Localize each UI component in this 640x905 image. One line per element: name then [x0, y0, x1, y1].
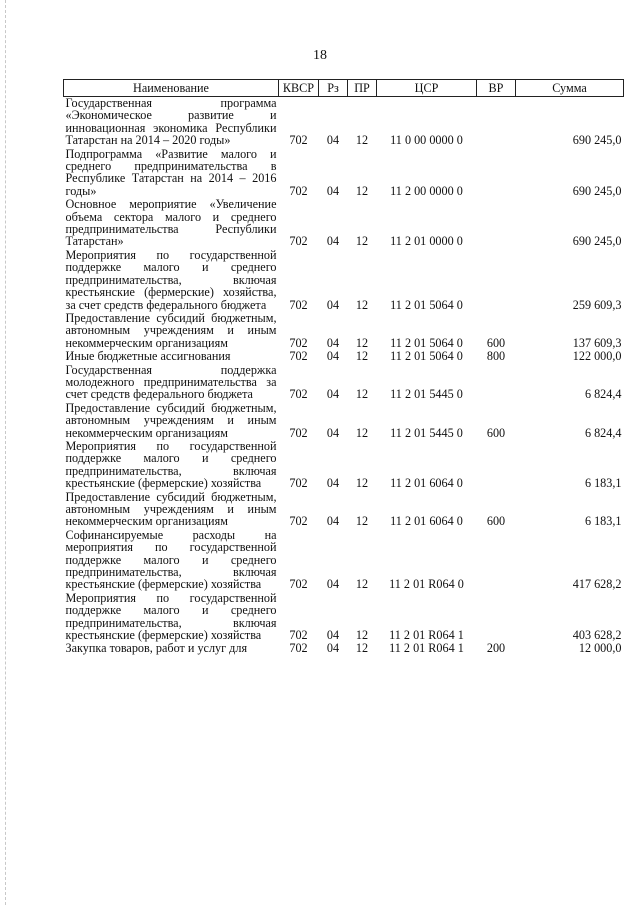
- row-kvsr: 702: [289, 628, 308, 643]
- table-row: [64, 148, 624, 199]
- row-pr: 12: [355, 349, 369, 364]
- row-pr: 12: [355, 577, 369, 592]
- row-csr: 11 2 01 6064 0: [390, 476, 463, 491]
- row-sum: 690 245,0: [572, 183, 622, 198]
- row-pr: 12: [355, 234, 369, 249]
- row-name: Иные бюджетные ассигнования: [65, 349, 231, 364]
- row-name: Софинансируемые расходы на мероприятия по государственной поддержке малого и среднего предпринимательства, включая крестьянские (фермерские) хозяйства: [65, 527, 277, 592]
- row-vr: [477, 364, 516, 402]
- row-sum: 6 824,4: [584, 425, 622, 440]
- row-pr: 12: [355, 628, 369, 643]
- row-rz: 04: [326, 183, 340, 198]
- row-name: Мероприятия по государственной поддержке малого и среднего предпринимательства, включая крестьянские (фермерские) хозяйства, за счет средств федерального бюджета: [65, 247, 277, 312]
- row-name: Предоставление субсидий бюджетным, автономным учреждениям и иным некоммерческим организациям: [65, 400, 277, 440]
- row-csr: 11 2 01 5445 0: [390, 425, 463, 440]
- row-sum: 122 000,0: [572, 349, 622, 364]
- header-kvsr: КВСР: [279, 80, 319, 97]
- row-sum: 259 609,3: [572, 297, 622, 312]
- table-row: [64, 198, 624, 249]
- row-vr: [477, 249, 516, 312]
- row-rz: 04: [326, 476, 340, 491]
- row-csr: 11 2 01 R064 1: [389, 641, 464, 656]
- row-vr: [477, 97, 516, 148]
- table-row: [64, 402, 624, 440]
- row-pr: 12: [355, 476, 369, 491]
- row-vr: [477, 198, 516, 249]
- row-sum: 690 245,0: [572, 234, 622, 249]
- row-csr: 11 2 01 R064 1: [389, 628, 464, 643]
- row-pr: 12: [355, 183, 369, 198]
- row-pr: 12: [355, 641, 369, 656]
- page-number: 18: [313, 48, 327, 63]
- row-rz: 04: [326, 514, 340, 529]
- table-row: [64, 440, 624, 491]
- header-sum: Сумма: [516, 80, 624, 97]
- scan-edge: [5, 0, 6, 905]
- row-sum: 403 628,2: [572, 628, 622, 643]
- row-vr: 600: [486, 335, 506, 350]
- row-kvsr: 702: [289, 133, 308, 148]
- row-kvsr: 702: [289, 425, 308, 440]
- row-sum: 6 824,4: [584, 387, 622, 402]
- row-csr: 11 2 01 5064 0: [390, 297, 463, 312]
- row-vr: [477, 148, 516, 199]
- row-rz: 04: [326, 641, 340, 656]
- header-vr: ВР: [477, 80, 516, 97]
- header-rz: Рз: [319, 80, 348, 97]
- row-name: Государственная программа «Экономическое развитие и инновационная экономика Республики Татарстан на 2014 – 2020 годы»: [65, 96, 277, 148]
- table-row: [64, 529, 624, 592]
- row-rz: 04: [326, 628, 340, 643]
- row-name: Мероприятия по государственной поддержке малого и среднего предпринимательства, включая крестьянские (фермерские) хозяйства: [65, 438, 277, 491]
- table-row: [64, 642, 624, 655]
- row-csr: 11 2 01 5445 0: [390, 387, 463, 402]
- table-row: [64, 491, 624, 529]
- row-sum: 690 245,0: [572, 133, 622, 148]
- header-name: Наименование: [64, 80, 279, 97]
- row-vr: [477, 529, 516, 592]
- header-pr: ПР: [348, 80, 377, 97]
- row-rz: 04: [326, 387, 340, 402]
- table-row: [64, 350, 624, 363]
- row-name: Предоставление субсидий бюджетным, автономным учреждениям и иным некоммерческим организациям: [65, 489, 277, 529]
- row-sum: 12 000,0: [578, 641, 622, 656]
- row-kvsr: 702: [289, 514, 308, 529]
- row-kvsr: 702: [289, 387, 308, 402]
- row-rz: 04: [326, 297, 340, 312]
- row-name: Подпрограмма «Развитие малого и среднего предпринимательства в Республике Татарстан на 2014 – 2016 годы»: [65, 146, 277, 198]
- row-name: Мероприятия по государственной поддержке малого и среднего предпринимательства, включая крестьянские (фермерские) хозяйства: [65, 590, 277, 643]
- row-pr: 12: [355, 297, 369, 312]
- row-vr: 200: [486, 641, 506, 656]
- budget-table: [63, 79, 624, 656]
- row-kvsr: 702: [289, 577, 308, 592]
- row-sum: 6 183,1: [584, 476, 622, 491]
- row-csr: 11 2 01 5064 0: [390, 349, 463, 364]
- row-pr: 12: [355, 335, 369, 350]
- table-row: [64, 249, 624, 312]
- table-header-row: [64, 80, 624, 97]
- row-csr: 11 2 01 0000 0: [390, 234, 463, 249]
- row-rz: 04: [326, 577, 340, 592]
- row-kvsr: 702: [289, 234, 308, 249]
- row-sum: 417 628,2: [572, 577, 622, 592]
- table-row: [64, 592, 624, 643]
- row-name: Государственная поддержка молодежного предпринимательства за счет средств федерального бюджета: [65, 362, 277, 402]
- row-vr: [477, 592, 516, 643]
- row-rz: 04: [326, 234, 340, 249]
- row-pr: 12: [355, 514, 369, 529]
- row-name: Основное мероприятие «Увеличение объема сектора малого и среднего предпринимательства Республики Татарстан»: [65, 197, 277, 249]
- row-vr: 600: [486, 514, 506, 529]
- header-csr: ЦСР: [377, 80, 477, 97]
- row-kvsr: 702: [289, 476, 308, 491]
- row-csr: 11 2 00 0000 0: [390, 183, 463, 198]
- row-vr: 800: [486, 349, 506, 364]
- row-kvsr: 702: [289, 297, 308, 312]
- table-row: [64, 312, 624, 350]
- row-pr: 12: [355, 387, 369, 402]
- row-sum: 137 609,3: [572, 335, 622, 350]
- row-csr: 11 0 00 0000 0: [390, 133, 463, 148]
- table-row: [64, 97, 624, 148]
- row-csr: 11 2 01 6064 0: [390, 514, 463, 529]
- row-csr: 11 2 01 R064 0: [389, 577, 464, 592]
- row-rz: 04: [326, 349, 340, 364]
- row-kvsr: 702: [289, 183, 308, 198]
- row-rz: 04: [326, 133, 340, 148]
- row-csr: 11 2 01 5064 0: [390, 335, 463, 350]
- row-name: Закупка товаров, работ и услуг для: [65, 641, 248, 656]
- row-kvsr: 702: [289, 641, 308, 656]
- table-row: [64, 364, 624, 402]
- row-kvsr: 702: [289, 335, 308, 350]
- row-rz: 04: [326, 335, 340, 350]
- row-sum: 6 183,1: [584, 514, 622, 529]
- row-vr: [477, 440, 516, 491]
- row-rz: 04: [326, 425, 340, 440]
- row-kvsr: 702: [289, 349, 308, 364]
- row-vr: 600: [486, 425, 506, 440]
- row-pr: 12: [355, 425, 369, 440]
- row-name: Предоставление субсидий бюджетным, автономным учреждениям и иным некоммерческим организациям: [65, 310, 277, 350]
- row-pr: 12: [355, 133, 369, 148]
